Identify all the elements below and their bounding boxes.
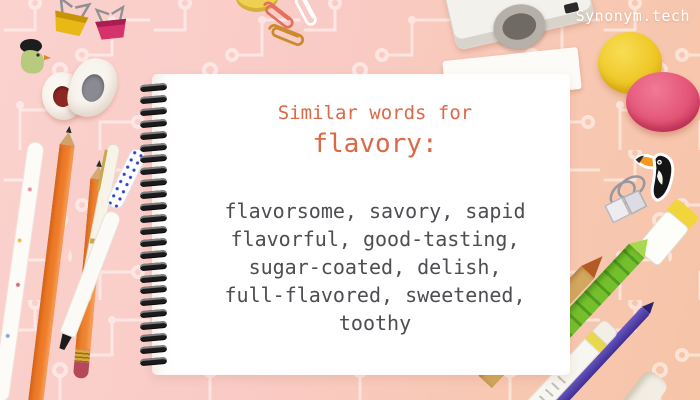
- spiral-loop: [140, 238, 168, 247]
- pink-macaron: [626, 72, 700, 132]
- brand-watermark: Synonym.tech: [575, 7, 690, 25]
- spiral-loop: [140, 166, 168, 175]
- spiral-binding: [140, 84, 170, 365]
- notebook-page: [152, 74, 570, 375]
- spiral-loop: [140, 226, 168, 235]
- spiral-loop: [140, 95, 168, 104]
- pink-binder-clip-icon: [88, 2, 134, 46]
- spiral-loop: [140, 297, 168, 306]
- synonym-line: sugar-coated, delish,: [248, 255, 502, 279]
- spiral-loop: [140, 107, 168, 116]
- spiral-loop: [140, 321, 168, 330]
- spiral-loop: [140, 273, 168, 282]
- spiral-loop: [140, 178, 168, 187]
- spiral-loop: [140, 142, 168, 151]
- synonym-line: toothy: [338, 311, 412, 335]
- spiral-loop: [140, 214, 168, 223]
- spiral-loop: [140, 154, 168, 163]
- pencil-eraser: [73, 362, 89, 379]
- note-title: Similar words for: [277, 102, 473, 124]
- spiral-loop: [140, 357, 168, 366]
- spiral-loop: [140, 119, 168, 128]
- bird-figurine-icon: [14, 36, 52, 76]
- spiral-loop: [140, 285, 168, 294]
- spiral-loop: [140, 345, 168, 354]
- spiral-loop: [140, 83, 168, 92]
- spiral-loop: [140, 309, 168, 318]
- spiral-loop: [140, 202, 168, 211]
- spiral-loop: [140, 250, 168, 259]
- spiral-loop: [140, 261, 168, 270]
- note-word: flavory:: [312, 129, 438, 159]
- spiral-loop: [140, 130, 168, 139]
- stone-gray-center: [79, 72, 108, 105]
- synonym-line: flavorsome, savory, sapid: [224, 199, 526, 223]
- synonym-line: full-flavored, sweetened,: [224, 283, 526, 307]
- spiral-loop: [140, 333, 168, 342]
- synonym-list: [186, 197, 564, 337]
- pencil-wood: [60, 131, 76, 146]
- pencil-lead: [66, 126, 73, 134]
- note-text: [186, 74, 564, 337]
- synonym-line: flavorful, good-tasting,: [230, 227, 520, 251]
- spiral-loop: [140, 190, 168, 199]
